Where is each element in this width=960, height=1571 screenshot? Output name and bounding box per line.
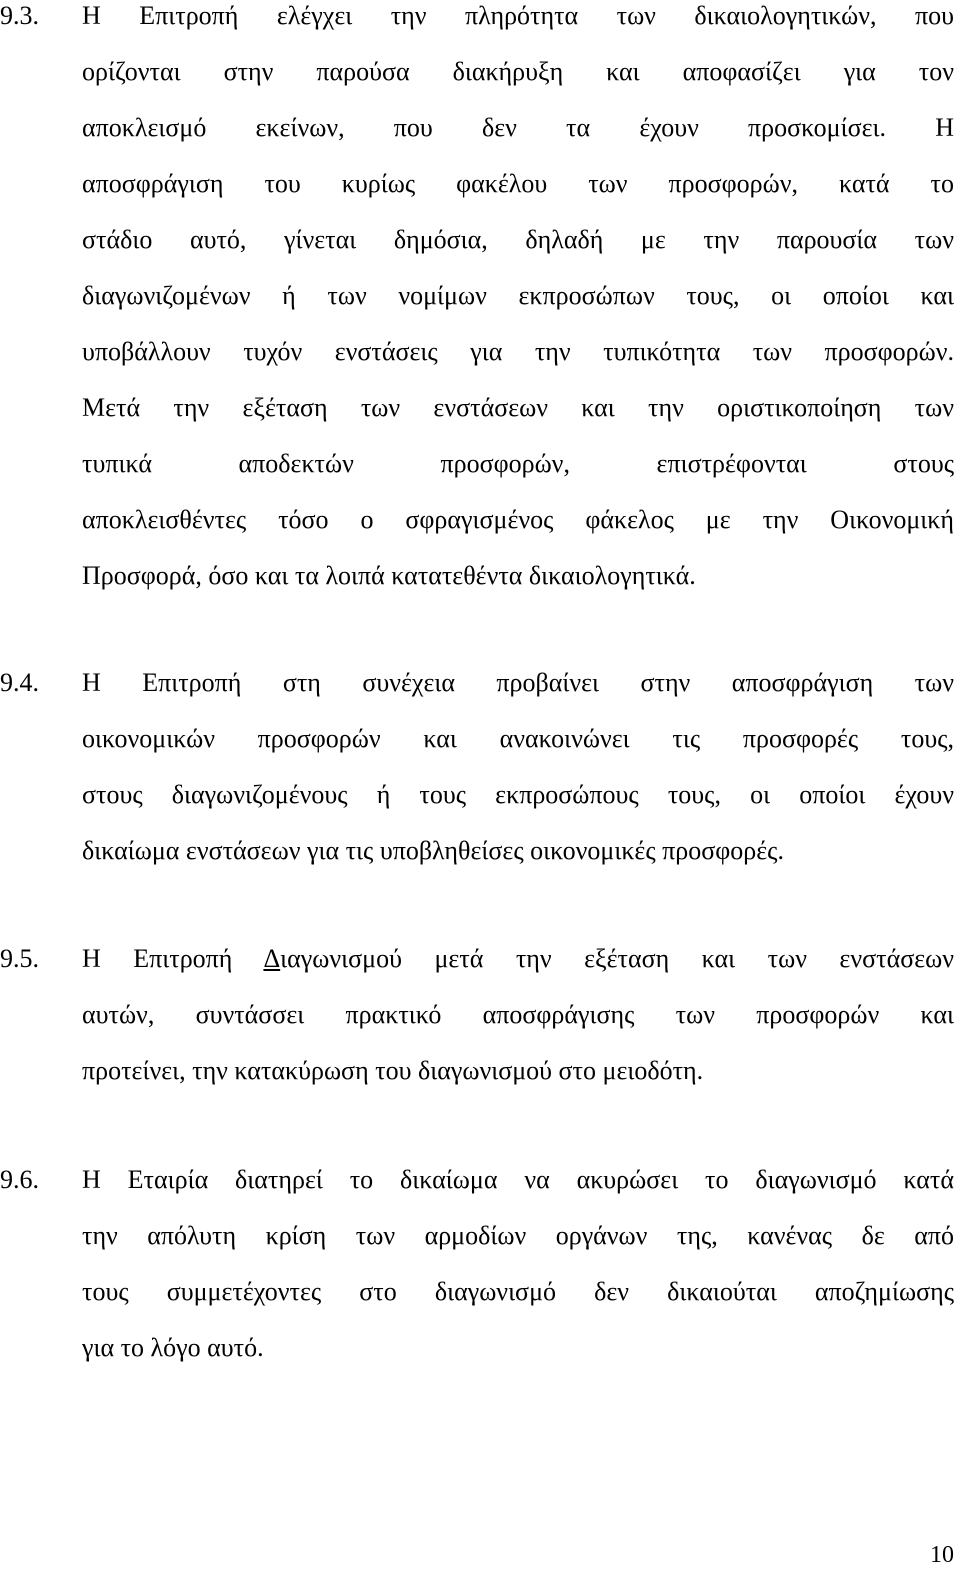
paragraph-line: Η Επιτροπή στη συνέχεια προβαίνει στην αποσφράγιση των (82, 668, 954, 697)
paragraph-line: Η Επιτροπή ελέγχει την πληρότητα των δικαιολογητικών, που (82, 1, 954, 30)
paragraph-line: οικονομικών προσφορών και ανακοινώνει τις προσφορές τους, (82, 724, 954, 753)
paragraph-line: υποβάλλουν τυχόν ενστάσεις για την τυπικότητα των προσφορών. (82, 337, 954, 366)
paragraph-line: διαγωνιζομένων ή των νομίμων εκπροσώπων τους, οι οποίοι και (82, 281, 954, 310)
paragraph-line (82, 931, 954, 987)
paragraph-line: αποκλεισθέντες τόσο ο σφραγισμένος φάκελος με την Οικονομική (82, 505, 954, 534)
paragraph-line: αυτών, συντάσσει πρακτικό αποσφράγισης των προσφορών και (82, 1000, 954, 1029)
section-number: 9.4. (0, 668, 39, 697)
paragraph-line: Προσφορά, όσο και τα λοιπά κατατεθέντα δικαιολογητικά. (82, 561, 696, 590)
paragraph-line: στάδιο αυτό, γίνεται δημόσια, δηλαδή με την παρουσία των (82, 225, 954, 254)
paragraph-line: αποκλεισμό εκείνων, που δεν τα έχουν προσκομίσει. Η (82, 113, 954, 142)
underlined-letter: Δ (263, 944, 281, 973)
paragraph-line: τυπικά αποδεκτών προσφορών, επιστρέφονται στους (82, 449, 954, 478)
paragraph-line: προτείνει, την κατακύρωση του διαγωνισμού στο μειοδότη. (82, 1056, 704, 1085)
page-number: 10 (930, 1542, 954, 1568)
paragraph-line: για το λόγο αυτό. (82, 1333, 264, 1362)
paragraph-line: την απόλυτη κρίση των αρμοδίων οργάνων της, κανένας δε από (82, 1221, 954, 1250)
section-number: 9.5. (0, 944, 39, 973)
paragraph-line: δικαίωμα ενστάσεων για τις υποβληθείσες οικονομικές προσφορές. (82, 836, 784, 865)
paragraph-line: Μετά την εξέταση των ενστάσεων και την οριστικοποίηση των (82, 393, 954, 422)
paragraph-line-text: Η Επιτροπή Διαγωνισμού μετά την εξέταση και των ενστάσεων (82, 944, 954, 973)
paragraph-line: τους συμμετέχοντες στο διαγωνισμό δεν δικαιούται αποζημίωσης (82, 1277, 954, 1306)
paragraph-line: αποσφράγιση του κυρίως φακέλου των προσφορών, κατά το (82, 169, 954, 198)
paragraph-line: Η Εταιρία διατηρεί το δικαίωμα να ακυρώσει το διαγωνισμό κατά (82, 1165, 954, 1194)
section-number: 9.3. (0, 1, 39, 30)
paragraph-line: στους διαγωνιζομένους ή τους εκπροσώπους τους, οι οποίοι έχουν (82, 780, 954, 809)
section-number: 9.6. (0, 1165, 39, 1194)
paragraph-line: ορίζονται στην παρούσα διακήρυξη και αποφασίζει για τον (82, 57, 954, 86)
